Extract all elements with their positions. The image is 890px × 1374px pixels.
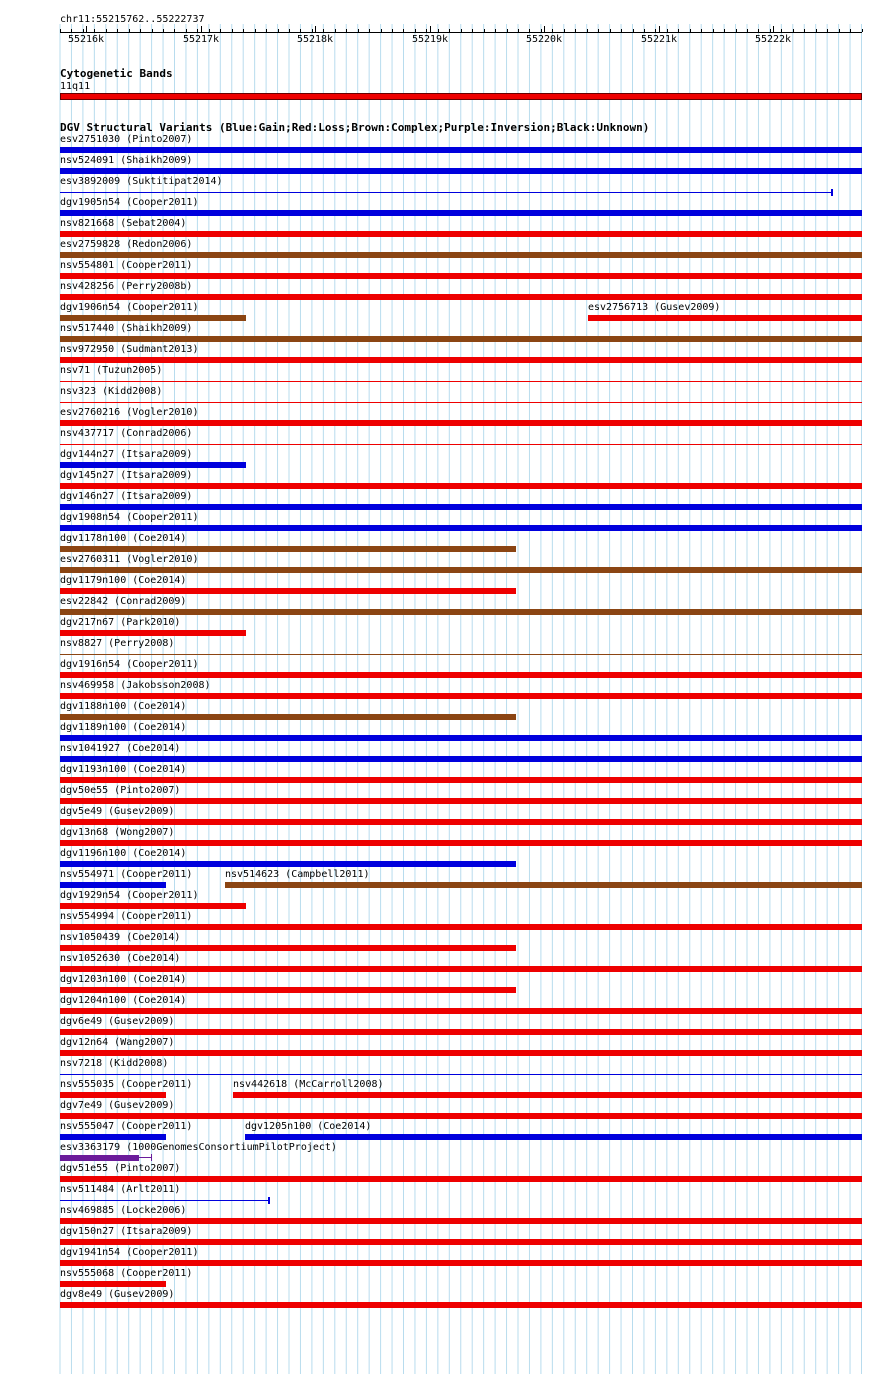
- variant-bar[interactable]: [233, 1092, 862, 1098]
- ruler-major-tick: [201, 26, 202, 32]
- ruler-minor-tick: [770, 29, 771, 32]
- variant-label[interactable]: nsv1052630 (Coe2014): [60, 953, 181, 964]
- variant-label[interactable]: dgv146n27 (Itsara2009): [60, 491, 193, 502]
- variant-label[interactable]: nsv555068 (Cooper2011): [60, 1268, 193, 1279]
- variant-label[interactable]: nsv7218 (Kidd2008): [60, 1058, 169, 1069]
- variant-bar[interactable]: [60, 231, 862, 237]
- cytoband-track-title: Cytogenetic Bands: [60, 67, 173, 80]
- ruler-minor-tick: [163, 29, 164, 32]
- variant-label[interactable]: dgv1196n100 (Coe2014): [60, 848, 187, 859]
- ruler-axis: [60, 32, 862, 33]
- variant-bar[interactable]: [60, 924, 862, 930]
- variant-label[interactable]: nsv554971 (Cooper2011): [60, 869, 193, 880]
- ruler-minor-tick: [781, 29, 782, 32]
- ruler-minor-tick: [335, 29, 336, 32]
- variant-bar[interactable]: [60, 945, 516, 951]
- variant-label[interactable]: nsv511484 (Arlt2011): [60, 1184, 181, 1195]
- ruler-minor-tick: [610, 29, 611, 32]
- variant-label[interactable]: nsv323 (Kidd2008): [60, 386, 163, 397]
- variant-label[interactable]: dgv1205n100 (Coe2014): [245, 1121, 372, 1132]
- ruler-minor-tick: [518, 29, 519, 32]
- ruler-tick-label: 55217k: [182, 34, 220, 45]
- ruler-minor-tick: [369, 29, 370, 32]
- ruler-minor-tick: [71, 29, 72, 32]
- variant-label[interactable]: nsv554801 (Cooper2011): [60, 260, 193, 271]
- variant-bar[interactable]: [60, 1050, 862, 1056]
- variant-label[interactable]: dgv1929n54 (Cooper2011): [60, 890, 199, 901]
- variant-bar[interactable]: [60, 987, 516, 993]
- variant-label[interactable]: dgv150n27 (Itsara2009): [60, 1226, 193, 1237]
- variant-label[interactable]: dgv7e49 (Gusev2009): [60, 1100, 175, 1111]
- variant-bar[interactable]: [60, 1113, 862, 1119]
- variant-bar[interactable]: [60, 1074, 862, 1075]
- variant-label[interactable]: nsv514623 (Campbell2011): [225, 869, 370, 880]
- ruler-minor-tick: [117, 29, 118, 32]
- ruler-minor-tick: [186, 29, 187, 32]
- ruler-minor-tick: [850, 29, 851, 32]
- ruler-minor-tick: [197, 29, 198, 32]
- variant-bar[interactable]: [245, 1134, 862, 1140]
- ruler-major-tick: [773, 26, 774, 32]
- ruler-minor-tick: [621, 29, 622, 32]
- ruler-minor-tick: [529, 29, 530, 32]
- ruler-minor-tick: [701, 29, 702, 32]
- variant-label[interactable]: nsv972950 (Sudmant2013): [60, 344, 199, 355]
- variant-label[interactable]: dgv12n64 (Wang2007): [60, 1037, 175, 1048]
- variant-bar[interactable]: [60, 1200, 269, 1201]
- variant-bar[interactable]: [60, 336, 862, 342]
- variant-label[interactable]: dgv1906n54 (Cooper2011): [60, 302, 199, 313]
- ruler-minor-tick: [278, 29, 279, 32]
- ruler-minor-tick: [747, 29, 748, 32]
- variant-label[interactable]: esv3363179 (1000GenomesConsortiumPilotProject): [60, 1142, 337, 1153]
- ruler-minor-tick: [381, 29, 382, 32]
- variant-bar[interactable]: [60, 462, 246, 468]
- ruler-minor-tick: [220, 29, 221, 32]
- ruler-major-tick: [544, 26, 545, 32]
- variant-tail-line: [139, 1157, 151, 1158]
- variant-label[interactable]: nsv524091 (Shaikh2009): [60, 155, 193, 166]
- cytoband-label[interactable]: 11q11: [60, 81, 91, 92]
- ruler-tick-label: 55219k: [411, 34, 449, 45]
- variant-bar[interactable]: [588, 315, 862, 321]
- variant-label[interactable]: nsv555035 (Cooper2011): [60, 1079, 193, 1090]
- variant-label[interactable]: dgv1204n100 (Coe2014): [60, 995, 187, 1006]
- ruler-minor-tick: [403, 29, 404, 32]
- ruler-minor-tick: [300, 29, 301, 32]
- variant-label[interactable]: dgv1916n54 (Cooper2011): [60, 659, 199, 670]
- variant-bar[interactable]: [60, 819, 862, 825]
- variant-bar[interactable]: [60, 714, 516, 720]
- variant-bar[interactable]: [60, 1281, 166, 1287]
- ruler-minor-tick: [289, 29, 290, 32]
- ruler-minor-tick: [346, 29, 347, 32]
- ruler-major-tick: [430, 26, 431, 32]
- ruler-minor-tick: [438, 29, 439, 32]
- variant-label[interactable]: nsv442618 (McCarroll2008): [233, 1079, 384, 1090]
- variant-bar[interactable]: [60, 567, 862, 573]
- ruler-minor-tick: [793, 29, 794, 32]
- ruler-minor-tick: [633, 29, 634, 32]
- variant-label[interactable]: dgv1905n54 (Cooper2011): [60, 197, 199, 208]
- ruler-minor-tick: [392, 29, 393, 32]
- ruler-major-tick: [315, 26, 316, 32]
- variant-label[interactable]: nsv821668 (Sebat2004): [60, 218, 187, 229]
- variant-bar[interactable]: [60, 504, 862, 510]
- variant-label[interactable]: nsv554994 (Cooper2011): [60, 911, 193, 922]
- variant-label[interactable]: dgv1188n100 (Coe2014): [60, 701, 187, 712]
- variant-label[interactable]: esv2760311 (Vogler2010): [60, 554, 199, 565]
- ruler-minor-tick: [667, 29, 668, 32]
- ruler-minor-tick: [243, 29, 244, 32]
- variant-label[interactable]: dgv1179n100 (Coe2014): [60, 575, 187, 586]
- variant-label[interactable]: nsv437717 (Conrad2006): [60, 428, 193, 439]
- variant-label[interactable]: dgv1203n100 (Coe2014): [60, 974, 187, 985]
- ruler-minor-tick: [472, 29, 473, 32]
- variant-bar[interactable]: [60, 1134, 166, 1140]
- ruler-minor-tick: [255, 29, 256, 32]
- variant-bar[interactable]: [60, 294, 862, 300]
- variant-bar[interactable]: [60, 381, 862, 382]
- variant-label[interactable]: nsv469885 (Locke2006): [60, 1205, 187, 1216]
- variant-label[interactable]: dgv13n68 (Wong2007): [60, 827, 175, 838]
- ruler-minor-tick: [804, 29, 805, 32]
- ruler-minor-tick: [495, 29, 496, 32]
- variant-label[interactable]: dgv51e55 (Pinto2007): [60, 1163, 181, 1174]
- variant-label[interactable]: dgv144n27 (Itsara2009): [60, 449, 193, 460]
- ruler-minor-tick: [323, 29, 324, 32]
- cytoband-bar[interactable]: [60, 93, 862, 100]
- variant-bar[interactable]: [60, 252, 862, 258]
- variant-label[interactable]: nsv555047 (Cooper2011): [60, 1121, 193, 1132]
- variant-label[interactable]: dgv1189n100 (Coe2014): [60, 722, 187, 733]
- variant-bar[interactable]: [60, 444, 862, 445]
- variant-label[interactable]: dgv1193n100 (Coe2014): [60, 764, 187, 775]
- variant-label[interactable]: esv2751030 (Pinto2007): [60, 134, 193, 145]
- variant-bar[interactable]: [60, 672, 862, 678]
- ruler-minor-tick: [587, 29, 588, 32]
- variant-bar[interactable]: [60, 654, 862, 655]
- variant-bar[interactable]: [60, 630, 246, 636]
- variant-label[interactable]: nsv428256 (Perry2008b): [60, 281, 193, 292]
- variant-bar[interactable]: [60, 1260, 862, 1266]
- ruler-minor-tick: [94, 29, 95, 32]
- variant-label[interactable]: dgv5e49 (Gusev2009): [60, 806, 175, 817]
- ruler-minor-tick: [312, 29, 313, 32]
- variant-bar[interactable]: [60, 273, 862, 279]
- ruler-minor-tick: [678, 29, 679, 32]
- variant-bar[interactable]: [60, 840, 862, 846]
- variant-bar[interactable]: [60, 798, 862, 804]
- ruler-minor-tick: [358, 29, 359, 32]
- variant-label[interactable]: dgv50e55 (Pinto2007): [60, 785, 181, 796]
- variant-bar[interactable]: [60, 588, 516, 594]
- variant-bar[interactable]: [60, 147, 862, 153]
- ruler-minor-tick: [484, 29, 485, 32]
- ruler-minor-tick: [83, 29, 84, 32]
- variant-bar[interactable]: [60, 1155, 139, 1161]
- variant-bar[interactable]: [60, 693, 862, 699]
- variant-bar[interactable]: [60, 1176, 862, 1182]
- ruler-minor-tick: [655, 29, 656, 32]
- ruler-minor-tick: [415, 29, 416, 32]
- variant-label[interactable]: dgv217n67 (Park2010): [60, 617, 181, 628]
- ruler-minor-tick: [736, 29, 737, 32]
- variant-label[interactable]: nsv8827 (Perry2008): [60, 638, 175, 649]
- variant-bar[interactable]: [60, 777, 862, 783]
- variant-label[interactable]: nsv517440 (Shaikh2009): [60, 323, 193, 334]
- variant-bar[interactable]: [60, 1218, 862, 1224]
- variant-bar[interactable]: [60, 483, 862, 489]
- ruler-minor-tick: [564, 29, 565, 32]
- variant-label[interactable]: nsv1041927 (Coe2014): [60, 743, 181, 754]
- ruler-major-tick: [86, 26, 87, 32]
- ruler-minor-tick: [174, 29, 175, 32]
- ruler-tick-label: 55221k: [640, 34, 678, 45]
- variant-bar[interactable]: [60, 357, 862, 363]
- ruler-minor-tick: [598, 29, 599, 32]
- variant-bar[interactable]: [60, 315, 246, 321]
- variant-label[interactable]: dgv1908n54 (Cooper2011): [60, 512, 199, 523]
- dgv-track-title: DGV Structural Variants (Blue:Gain;Red:Loss;Brown:Complex;Purple:Inversion;Black:Unknown): [60, 121, 650, 134]
- variant-end-cap: [151, 1154, 152, 1161]
- variant-label[interactable]: dgv8e49 (Gusev2009): [60, 1289, 175, 1300]
- variant-label[interactable]: dgv1941n54 (Cooper2011): [60, 1247, 199, 1258]
- ruler-minor-tick: [129, 29, 130, 32]
- ruler-minor-tick: [232, 29, 233, 32]
- variant-bar[interactable]: [60, 192, 832, 193]
- variant-bar[interactable]: [60, 903, 246, 909]
- ruler-minor-tick: [449, 29, 450, 32]
- location-label: chr11:55215762..55222737: [60, 14, 205, 25]
- variant-bar[interactable]: [60, 735, 862, 741]
- variant-label[interactable]: esv3892009 (Suktitipat2014): [60, 176, 223, 187]
- ruler-minor-tick: [724, 29, 725, 32]
- variant-bar[interactable]: [60, 525, 862, 531]
- variant-label[interactable]: dgv145n27 (Itsara2009): [60, 470, 193, 481]
- ruler-minor-tick: [690, 29, 691, 32]
- variant-bar[interactable]: [60, 1092, 166, 1098]
- ruler-minor-tick: [106, 29, 107, 32]
- ruler-minor-tick: [152, 29, 153, 32]
- ruler-tick-label: 55222k: [754, 34, 792, 45]
- variant-bar[interactable]: [60, 609, 862, 615]
- variant-label[interactable]: esv22842 (Conrad2009): [60, 596, 187, 607]
- ruler-minor-tick: [426, 29, 427, 32]
- variant-bar[interactable]: [60, 210, 862, 216]
- variant-bar[interactable]: [60, 1008, 862, 1014]
- variant-label[interactable]: dgv1178n100 (Coe2014): [60, 533, 187, 544]
- ruler-minor-tick: [60, 29, 61, 32]
- ruler-minor-tick: [816, 29, 817, 32]
- variant-label[interactable]: nsv469958 (Jakobsson2008): [60, 680, 211, 691]
- variant-label[interactable]: dgv6e49 (Gusev2009): [60, 1016, 175, 1027]
- variant-bar[interactable]: [60, 861, 516, 867]
- variant-label[interactable]: esv2760216 (Vogler2010): [60, 407, 199, 418]
- ruler-minor-tick: [644, 29, 645, 32]
- ruler-major-tick: [659, 26, 660, 32]
- variant-bar[interactable]: [60, 1239, 862, 1245]
- variant-bar[interactable]: [60, 420, 862, 426]
- ruler-minor-tick: [575, 29, 576, 32]
- ruler-minor-tick: [266, 29, 267, 32]
- ruler-minor-tick: [862, 29, 863, 32]
- ruler-minor-tick: [507, 29, 508, 32]
- variant-label[interactable]: esv2759828 (Redon2006): [60, 239, 193, 250]
- variant-label[interactable]: esv2756713 (Gusev2009): [588, 302, 721, 313]
- ruler-minor-tick: [541, 29, 542, 32]
- variant-bar[interactable]: [60, 168, 862, 174]
- variant-bar[interactable]: [60, 882, 166, 888]
- variant-bar[interactable]: [60, 966, 862, 972]
- ruler-tick-label: 55216k: [67, 34, 105, 45]
- ruler-minor-tick: [827, 29, 828, 32]
- variant-bar[interactable]: [225, 882, 862, 888]
- ruler-tick-label: 55218k: [296, 34, 334, 45]
- variant-bar[interactable]: [60, 1302, 862, 1308]
- ruler-minor-tick: [758, 29, 759, 32]
- ruler-minor-tick: [552, 29, 553, 32]
- ruler-tick-label: 55220k: [525, 34, 563, 45]
- variant-label[interactable]: nsv71 (Tuzun2005): [60, 365, 163, 376]
- variant-bar[interactable]: [60, 756, 862, 762]
- ruler-minor-tick: [839, 29, 840, 32]
- ruler-minor-tick: [209, 29, 210, 32]
- ruler-minor-tick: [140, 29, 141, 32]
- variant-label[interactable]: nsv1050439 (Coe2014): [60, 932, 181, 943]
- ruler-minor-tick: [461, 29, 462, 32]
- ruler-minor-tick: [713, 29, 714, 32]
- variant-bar[interactable]: [60, 1029, 862, 1035]
- variant-bar[interactable]: [60, 402, 862, 403]
- variant-bar[interactable]: [60, 546, 516, 552]
